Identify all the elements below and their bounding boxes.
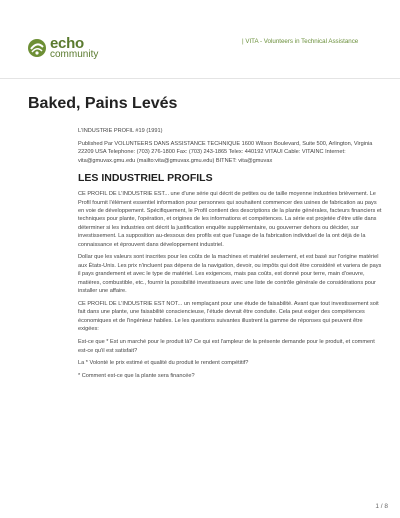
logo-wordmark [50,36,98,60]
page-title: Baked, Pains Levés [28,95,178,112]
profile-line: L'INDUSTRIE PROFIL #19 (1991) [78,128,163,134]
body-paragraph: Dollar que les valeurs sont inscrites pour les coûts de la machines et matériel seulement, et est basé sur l'origine matériel aux États-Unis. Les prix n'incluent pas dépens de la navigation, devoir, ou impôts qui doit être considéré et variera de pays il pays grandement et avec le type de matériel. Les exigences, mais pas coûts, est donné pour terre, main d'oeuvre, matières, combustible, etc., fournir la possibilité investisseurs avec une liste de contrôle générale de considérations pour installer une affaire. [78,254,382,295]
section-heading: LES INDUSTRIEL PROFILS [78,172,213,185]
echo-community-logo[interactable] [27,36,98,60]
body-paragraph: Est-ce que * Est un marché pour le produit là? Ce qui est l'ampleur de la présente demande pour le produit, et comment est-ce qu'il est satisfait? [78,339,375,354]
echo-logo-icon [27,38,47,58]
header-divider [0,78,400,79]
site-header [0,0,400,70]
publisher-info: Published Par VOLUNTEERS DANS ASSISTANCE TECHNIQUE 1600 Wilson Boulevard, Suite 500, Arlington, Virginia 22209 USA Telephone: (703) 276-1800 Fax: (703) 243-1865 Telex: 440192 VITAUI Cable: VITAINC Internet: vita@gmuvax.gmu.edu (mailto:vita@gmuvax.gmu.edu) BITNET: vita@gmuvax [78,140,373,164]
page-counter: 1 / 8 [375,503,388,510]
vita-tagline-link[interactable]: | VITA - Volunteers in Technical Assistance [242,38,359,45]
body-paragraph: CE PROFIL DE L'INDUSTRIE EST NOT... un remplaçant pour une étude de faisabilité. Avant que tout investissement soit fait dans une plante, une faisabilité consciencieuse, l'étude devrait être conduite. Cela peut exiger des compétences économiques et de l'ingénieur habiles. Le les questions suivantes illustrent la gamme de réponses qui peuvent être exigées: [78,301,379,333]
document-body [78,127,382,385]
body-paragraph: * Comment est-ce que la plante sera financée? [78,373,195,380]
body-paragraph: CE PROFIL DE L'INDUSTRIE EST... une d'une série qui décrit de petites ou de taille moyenne industries brièvement. Le Profil fournit l'élément essentiel information pour personnes qui souhaitent commencer des usines de fabrication au pays en voie de développement. Spécifiquement, le Profil contient des descriptions de la plante générales, facteurs financiers et techniques pour plante, l'opération, et origines de les informations et compétences. La série est projetée d'être utile dans déterminer si les industries ont décrit la justification enquête supplémentaire, ou gouverner dehors ou décider, sur investissement. La supposition au-dessous des profils est que l'usage de la fabrication individuel de la ont déjà de la connaissance et éprouvent dans développement industriel. [78,191,382,248]
logo-main-text: echo [50,35,84,52]
body-paragraph: La * Volonté le prix estimé et qualité du produit le rendent compétitif? [78,360,249,367]
logo-sub-text: community [50,49,99,60]
